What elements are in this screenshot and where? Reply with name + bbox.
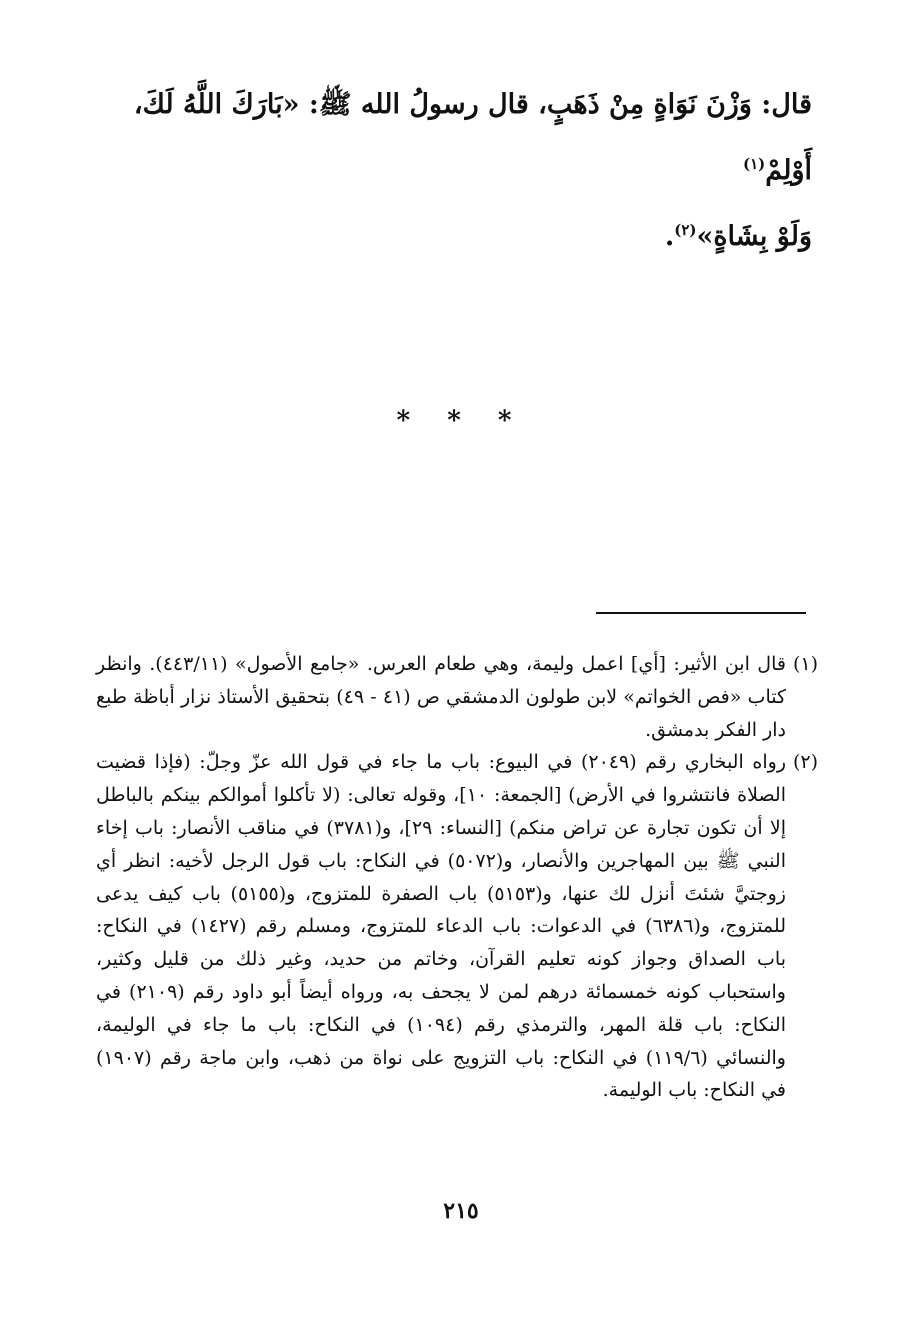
footnotes-section bbox=[96, 648, 818, 1107]
page-number: ٢١٥ bbox=[443, 1198, 479, 1224]
footnote-number: (٢) bbox=[792, 751, 818, 774]
footnote-ref-1: (١) bbox=[742, 155, 766, 173]
footnote-ref-2: (٢) bbox=[674, 221, 697, 239]
hadith-text-line-2: وَلَوْ بِشَاةٍ» bbox=[696, 221, 812, 252]
footnote-divider-line bbox=[596, 612, 806, 614]
main-text-line-2 bbox=[100, 204, 812, 270]
sentence-end-period: . bbox=[664, 221, 675, 252]
footnote-text: قال ابن الأثير: [أي] اعمل وليمة، وهي طعام العرس. «جامع الأصول» (٤٤٣/١١). وانظر كتاب «فص الخواتم» لابن طولون الدمشقي ص (٤١ - ٤٩) بتحقيق الأستاذ نزار أباظة طبع دار الفكر بدمشق. bbox=[96, 653, 787, 741]
main-text-block bbox=[100, 72, 812, 270]
footnote-2 bbox=[96, 746, 818, 1107]
section-separator-asterisks: * * * bbox=[396, 406, 526, 436]
footnote-text: رواه البخاري رقم (٢٠٤٩) في البيوع: باب ما جاء في قول الله عزّ وجلّ: (فإذا قضيت الصلاة فانتشروا في الأرض) [الجمعة: ١٠]، وقوله تعالى: (لا تأكلوا أموالكم بينكم بالباطل إلا أن تكون تجارة عن تراض منكم) [النساء: ٢٩]، و(٣٧٨١) في مناقب الأنصار: باب إخاء النبي ﷺ بين المهاجرين والأنصار، و(٥٠٧٢) في النكاح: باب قول الرجل لأخيه: انظر أي زوجتيَّ شئتَ أنزل لك عنها، و(٥١٥٣) باب الصفرة للمتزوج، و(٥١٥٥) باب كيف يدعى للمتزوج، و(٦٣٨٦) في الدعوات: باب الدعاء للمتزوج، ومسلم رقم (١٤٢٧) في النكاح: باب الصداق وجواز كونه تعليم القرآن، وخاتم من حديد، وغير ذلك من قليل وكثير، واستحباب كونه خمسمائة درهم لمن لا يجحف به، ورواه أيضاً أبو داود رقم (٢١٠٩) في النكاح: باب قلة المهر، والترمذي رقم (١٠٩٤) في النكاح: باب ما جاء في الوليمة، والنسائي (١١٩/٦) في النكاح: باب التزويج على نواة من ذهب، وابن ماجة رقم (١٩٠٧) في النكاح: باب الوليمة. bbox=[96, 751, 787, 1102]
footnote-number: (١) bbox=[792, 653, 818, 675]
footnote-1 bbox=[96, 648, 818, 746]
main-text-line-1 bbox=[100, 72, 812, 204]
hadith-text-line-1: قال: وَزْنَ نَوَاةٍ مِنْ ذَهَبٍ، قال رسولُ الله ﷺ: «بَارَكَ اللَّهُ لَكَ، أَوْلِمْ bbox=[133, 89, 812, 186]
